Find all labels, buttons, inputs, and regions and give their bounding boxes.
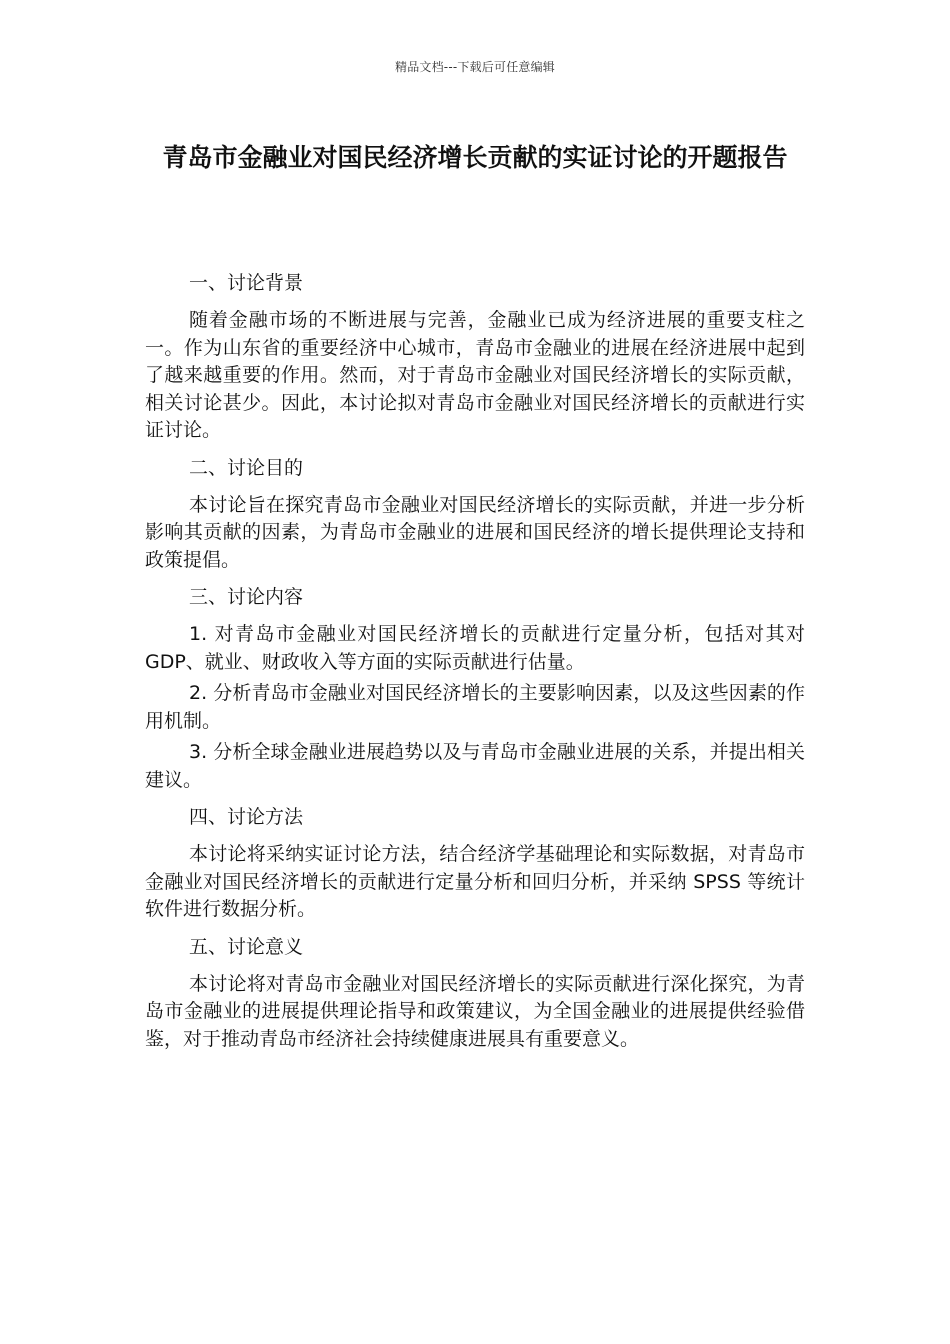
- document-title: 青岛市金融业对国民经济增长贡献的实证讨论的开题报告: [162, 143, 788, 172]
- section-text-method: 本讨论将采纳实证讨论方法，结合经济学基础理论和实际数据，对青岛市金融业对国民经济增长的贡献进行定量分析和回归分析，并采纳 SPSS 等统计软件进行数据分析。: [145, 843, 805, 920]
- content-item-2: 2. 分析青岛市金融业对国民经济增长的主要影响因素，以及这些因素的作用机制。: [145, 682, 805, 732]
- section-text-significance: 本讨论将对青岛市金融业对国民经济增长的实际贡献进行深化探究，为青岛市金融业的进展提供理论指导和政策建议，为全国金融业的进展提供经验借鉴，对于推动青岛市经济社会持续健康进展具有重要意义。: [145, 972, 805, 1050]
- content-item-3: 3. 分析全球金融业进展趋势以及与青岛市金融业进展的关系，并提出相关建议。: [145, 741, 805, 791]
- section-heading-purpose: 二、讨论目的: [189, 456, 304, 479]
- section-heading-significance: 五、讨论意义: [189, 935, 304, 958]
- section-heading-method: 四、讨论方法: [189, 806, 304, 828]
- section-heading-content: 三、讨论内容: [189, 586, 304, 608]
- content-item-1: 1. 对青岛市金融业对国民经济增长的贡献进行定量分析，包括对其对 GDP、就业、财政收入等方面的实际贡献进行估量。: [145, 623, 805, 673]
- document-body: [145, 266, 805, 1059]
- header-note: 精品文档---下载后可任意编辑: [395, 60, 555, 74]
- section-text-purpose: 本讨论旨在探究青岛市金融业对国民经济增长的实际贡献，并进一步分析影响其贡献的因素，为青岛市金融业的进展和国民经济的增长提供理论支持和政策提倡。: [145, 493, 805, 571]
- section-heading-background: 一、讨论背景: [189, 272, 304, 294]
- section-text-background: 随着金融市场的不断进展与完善，金融业已成为经济进展的重要支柱之一。作为山东省的重要经济中心城市，青岛市金融业的进展在经济进展中起到了越来越重要的作用。然而，对于青岛市金融业对国民经济增长的实际贡献，相关讨论甚少。因此，本讨论拟对青岛市金融业对国民经济增长的贡献进行实证讨论。: [145, 309, 805, 441]
